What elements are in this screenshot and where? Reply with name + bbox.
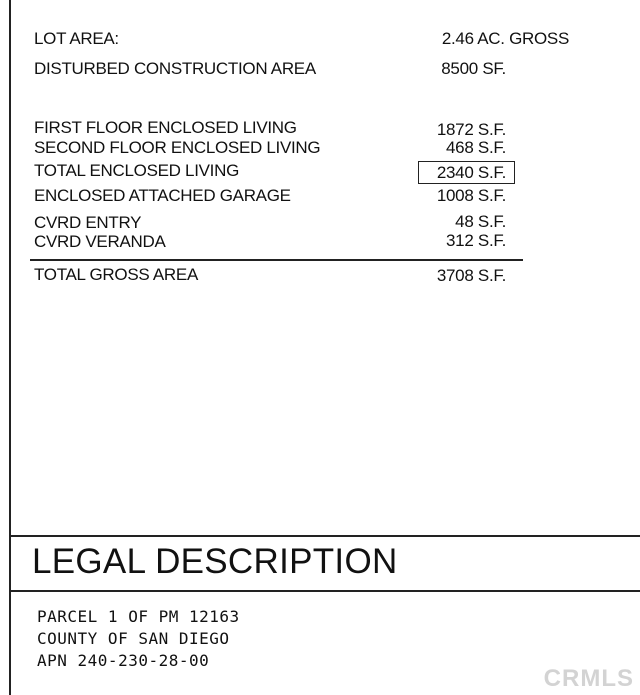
area-value-first-floor: 1872 S.F.: [436, 120, 506, 139]
area-value-cvrd-veranda: 312 S.F.: [446, 231, 506, 250]
legal-line-apn: APN 240-230-28-00: [37, 651, 210, 670]
disturbed-area-label: DISTURBED CONSTRUCTION AREA: [34, 59, 316, 78]
area-label-garage: ENCLOSED ATTACHED GARAGE: [34, 186, 291, 205]
legal-description-title: LEGAL DESCRIPTION: [32, 542, 398, 581]
area-label-cvrd-veranda: CVRD VERANDA: [34, 232, 166, 251]
lot-area-value: 2.46 AC. GROSS: [441, 29, 569, 48]
total-gross-label: TOTAL GROSS AREA: [34, 265, 198, 284]
lot-area-label: LOT AREA:: [34, 29, 119, 48]
area-value-cvrd-entry: 48 S.F.: [455, 212, 506, 231]
area-value-garage: 1008 S.F.: [436, 186, 506, 205]
total-gross-value: 3708 S.F.: [436, 266, 506, 285]
legal-line-parcel: PARCEL 1 OF PM 12163: [37, 607, 240, 626]
crmls-watermark: CRMLS: [543, 665, 634, 692]
legal-top-rule: [9, 535, 640, 537]
area-label-second-floor: SECOND FLOOR ENCLOSED LIVING: [34, 138, 321, 157]
area-label-first-floor: FIRST FLOOR ENCLOSED LIVING: [34, 118, 297, 137]
disturbed-area-value: 8500 SF.: [441, 59, 506, 78]
total-divider: [30, 259, 523, 261]
area-label-cvrd-entry: CVRD ENTRY: [34, 213, 142, 232]
area-value-total-enclosed: 2340 S.F.: [418, 161, 515, 184]
area-value-second-floor: 468 S.F.: [446, 138, 506, 157]
legal-line-county: COUNTY OF SAN DIEGO: [37, 629, 230, 648]
legal-bottom-rule: [9, 590, 640, 592]
area-label-total-enclosed: TOTAL ENCLOSED LIVING: [34, 161, 239, 180]
